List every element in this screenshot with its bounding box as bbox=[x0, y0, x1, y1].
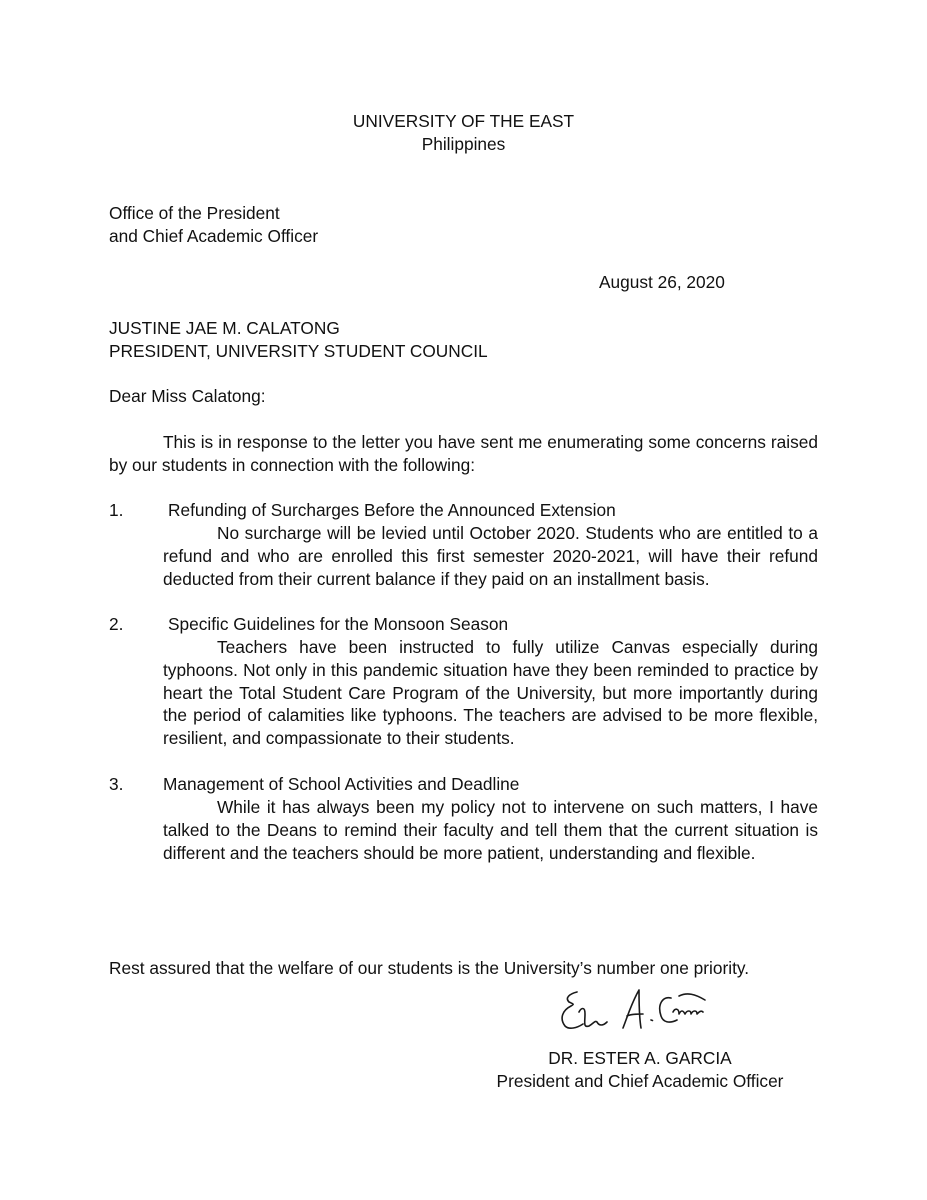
recipient-name: JUSTINE JAE M. CALATONG bbox=[109, 318, 340, 338]
item-heading: Refunding of Surcharges Before the Announced Extension bbox=[168, 500, 616, 520]
item-heading: Management of School Activities and Deadline bbox=[163, 774, 520, 794]
item-number: 1. bbox=[109, 500, 124, 520]
item-number: 3. bbox=[109, 774, 124, 794]
salutation: Dear Miss Calatong: bbox=[109, 386, 266, 406]
item-body: No surcharge will be levied until October 2020. Students who are entitled to a refund and who are enrolled this first semester 2020-2021, will have their refund deducted from their current balance if they paid on an installment basis. bbox=[163, 523, 818, 589]
recipient-title: PRESIDENT, UNIVERSITY STUDENT COUNCIL bbox=[109, 341, 488, 361]
item-body: While it has always been my policy not to intervene on such matters, I have talked to the Deans to remind their faculty and tell them that the current situation is different and the teachers should be more patient, understanding and flexible. bbox=[163, 797, 818, 863]
institution-name: UNIVERSITY OF THE EAST bbox=[352, 111, 575, 131]
closing-statement: Rest assured that the welfare of our students is the University’s number one priority. bbox=[109, 958, 750, 978]
signatory-title: President and Chief Academic Officer bbox=[496, 1071, 784, 1091]
item-heading: Specific Guidelines for the Monsoon Season bbox=[168, 614, 509, 634]
office-line-2: and Chief Academic Officer bbox=[109, 226, 319, 246]
institution-country: Philippines bbox=[421, 134, 506, 154]
signatory-name: DR. ESTER A. GARCIA bbox=[548, 1048, 732, 1068]
intro-paragraph: This is in response to the letter you have sent me enumerating some concerns raised by our students in connection with the following: bbox=[109, 432, 818, 475]
letter-date: August 26, 2020 bbox=[599, 272, 725, 292]
item-number: 2. bbox=[109, 614, 124, 634]
item-body: Teachers have been instructed to fully utilize Canvas especially during typhoons. Not only in this pandemic situation have they been reminded to practice by heart the Total Student Care Program of the University, but more importantly during the period of calamities like typhoons. The teachers are advised to be more flexible, resilient, and compassionate to their students. bbox=[163, 637, 818, 749]
office-line-1: Office of the President bbox=[109, 203, 280, 223]
handwritten-signature bbox=[555, 984, 715, 1034]
